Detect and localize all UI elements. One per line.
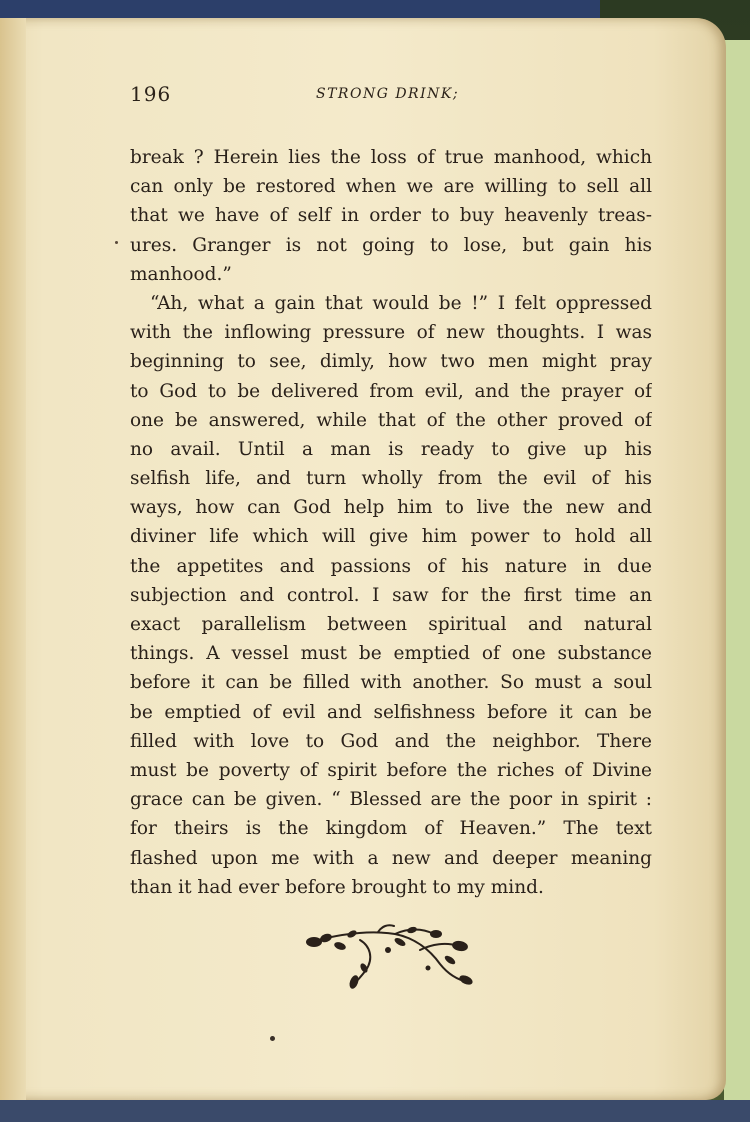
text-line: “Ah, what a gain that would be !” I felt oppressed (150, 292, 652, 314)
text-line: to God to be delivered from evil, and the prayer of (130, 380, 652, 402)
text-line: ways, how can God help him to live the new and (130, 497, 652, 519)
stray-ink-mark (115, 241, 118, 244)
text-line: subjection and control. I saw for the first time an (130, 584, 652, 606)
page-dot-mark (270, 1036, 275, 1041)
text-line: be emptied of evil and selfishness before it can be (130, 701, 652, 723)
book-cover-bottom-edge (0, 1100, 750, 1122)
text-line: for theirs is the kingdom of Heaven.” The text (130, 818, 652, 840)
text-line: can only be restored when we are willing to sell all (130, 176, 652, 198)
text-line: the appetites and passions of his nature in due (130, 555, 652, 577)
text-line: manhood.” (130, 263, 232, 285)
running-head: STRONG DRINK; (316, 86, 460, 102)
text-line: diviner life which will give him power to hold all (130, 526, 652, 548)
text-line: exact parallelism between spiritual and natural (130, 614, 652, 635)
text-line: flashed upon me with a new and deeper meaning (130, 847, 652, 869)
text-line: before it can be filled with another. So must a soul (130, 672, 652, 694)
book-endpaper-edge (724, 40, 750, 1100)
text-line: break ? Herein lies the loss of true manhood, which (130, 147, 652, 168)
text-line: selfish life, and turn wholly from the evil of his (130, 468, 652, 490)
page-number: 196 (130, 82, 172, 106)
text-line: that we have of self in order to buy heavenly treas- (130, 205, 652, 227)
floral-spray-ornament-icon (300, 920, 475, 990)
body-text (130, 143, 652, 902)
text-line: grace can be given. “ Blessed are the poor in spirit : (130, 789, 652, 811)
text-line: ures. Granger is not going to lose, but gain his (130, 234, 652, 256)
text-line: than it had ever before brought to my mind. (130, 876, 544, 898)
page-header (130, 82, 650, 112)
text-line: with the inflowing pressure of new thoughts. I was (130, 322, 652, 344)
page-gutter (0, 18, 26, 1100)
text-line: beginning to see, dimly, how two men might pray (130, 351, 652, 373)
text-line: one be answered, while that of the other proved of (130, 409, 652, 431)
text-line: things. A vessel must be emptied of one substance (130, 643, 652, 665)
text-line: filled with love to God and the neighbor. There (130, 730, 652, 752)
text-line: must be poverty of spirit before the riches of Divine (130, 759, 652, 781)
text-line: no avail. Until a man is ready to give up his (130, 438, 652, 460)
